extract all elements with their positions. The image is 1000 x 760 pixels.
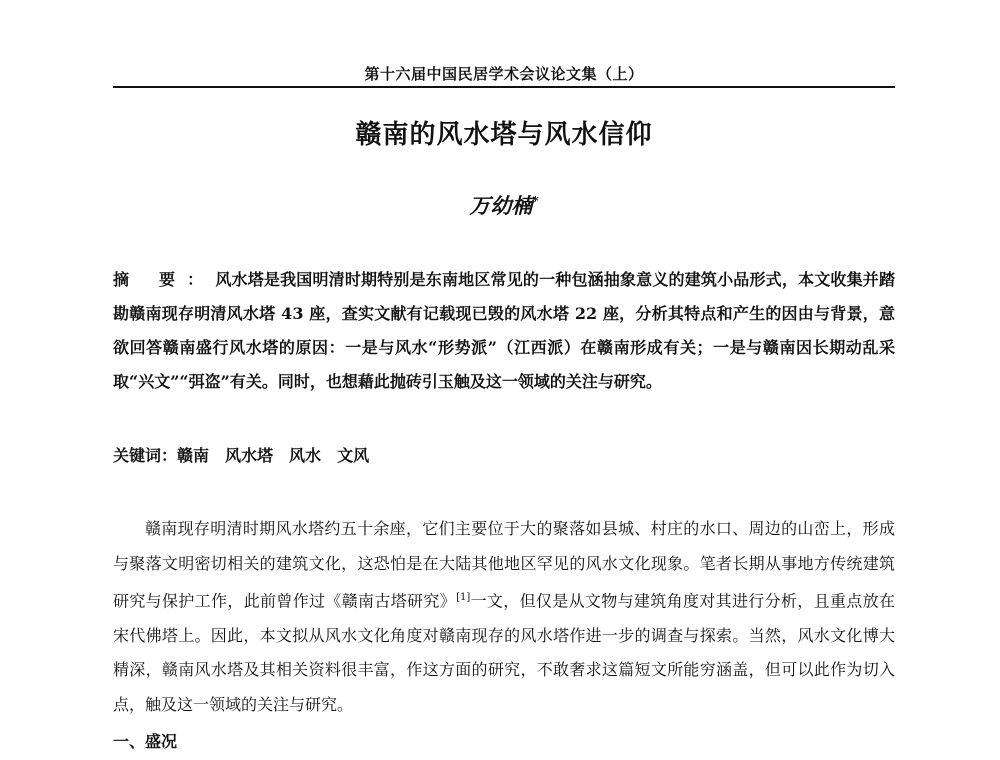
abstract [113, 263, 895, 399]
author-footnote-mark: * [532, 194, 539, 208]
header-rule [113, 86, 895, 88]
author-name: 万幼楠 [469, 193, 533, 218]
keywords-label: 关键词： [113, 446, 178, 465]
citation-mark: [1] [456, 592, 471, 603]
keyword: 文风 [337, 446, 370, 465]
body-text-part-2: 一文，但仅是从文物与建筑角度对其进行分析，且重点放在宋代佛塔上。因此，本文拟从风水文化角度对赣南现存的风水塔作进一步的调查与探索。当然，风水文化博大精深，赣南风水塔及其相关资料很丰富，作这方面的研究，不敢奢求这篇短文所能穷涵盖，但可以此作为切入点，触及这一领域的关注与研究。 [113, 591, 895, 714]
running-header: 第十六届中国民居学术会议论文集（上） [364, 65, 644, 83]
keywords [113, 441, 895, 471]
keyword: 赣南 [177, 446, 210, 465]
section-heading: 一、盛况 [113, 732, 178, 751]
keyword: 风水 [289, 446, 322, 465]
abstract-text: 风水塔是我国明清时期特别是东南地区常见的一种包涵抽象意义的建筑小品形式，本文收集并踏勘赣南现存明清风水塔 43 座，查实文献有记载现已毁的风水塔 22 座，分析其特点和产生的因由与背景，意欲回答赣南盛行风水塔的原因：一是与风水“形势派”（江西派）在赣南形成有关；一是与赣南因长期动乱采取“兴文”“弭盗”有关。同时，也想藉此抛砖引玉触及这一领域的关注与研究。 [113, 270, 895, 391]
body-paragraph [113, 512, 895, 722]
author-line [113, 190, 895, 220]
abstract-label: 摘 要： [113, 270, 216, 289]
body-text-part-1: 赣南现存明清时期风水塔约五十余座，它们主要位于大的聚落如县城、村庄的水口、周边的山峦上，形成与聚落文明密切相关的建筑文化，这恐怕是在大陆其他地区罕见的风水文化现象。笔者长期从事地方传统建筑研究与保护工作，此前曾作过《赣南古塔研究》 [113, 519, 895, 611]
paper-title: 赣南的风水塔与风水信仰 [355, 120, 653, 150]
keyword: 风水塔 [225, 446, 274, 465]
